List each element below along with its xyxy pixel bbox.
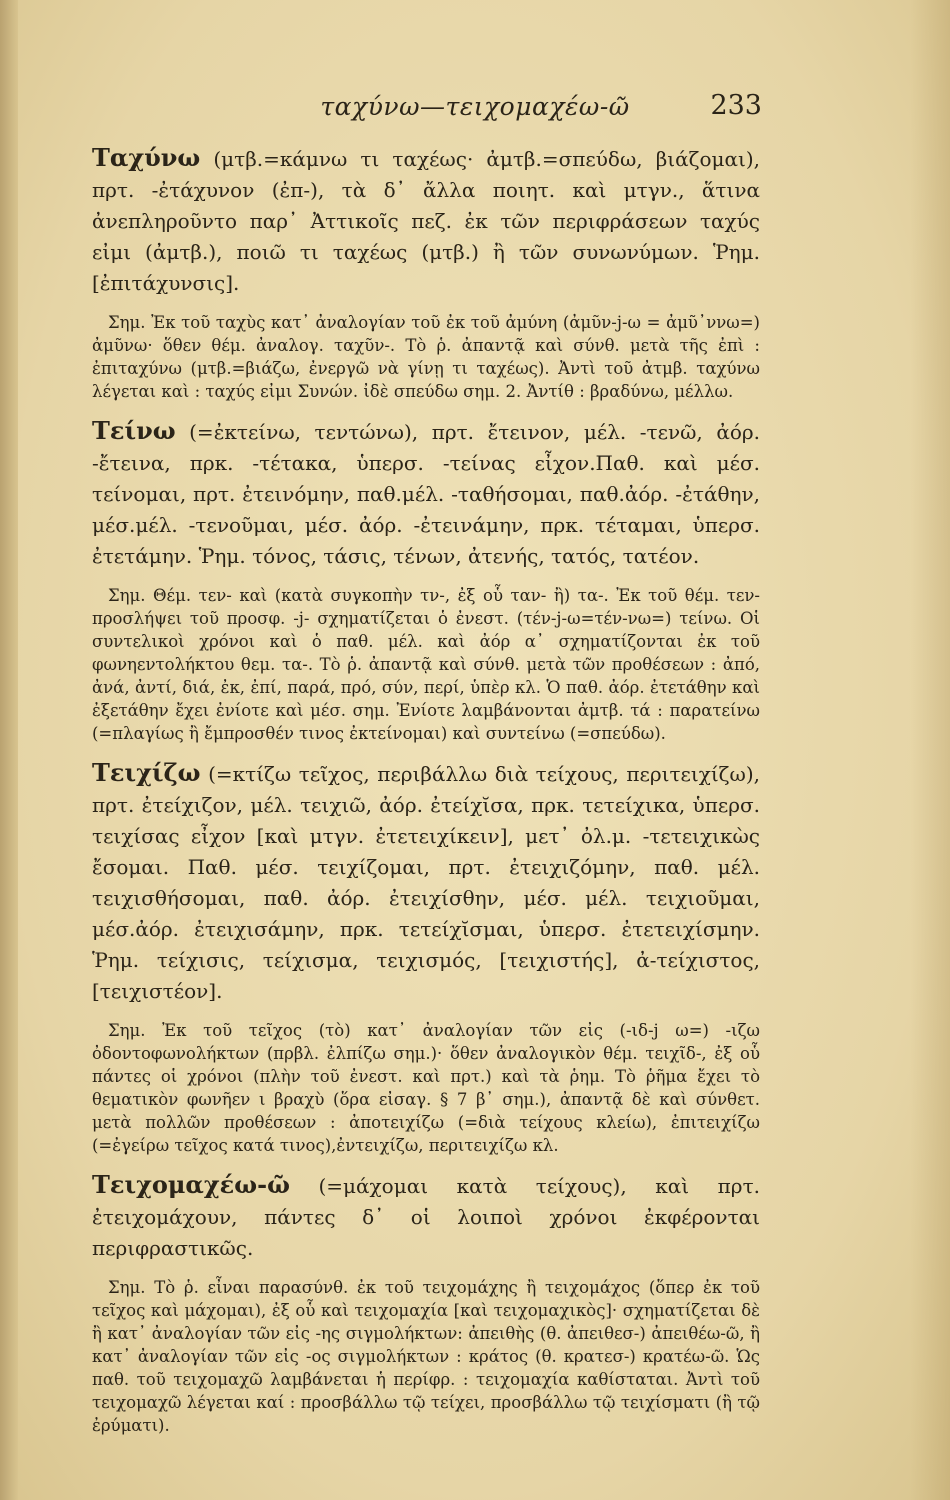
page-binding-edge: [0, 0, 18, 1500]
dictionary-entry: [92, 142, 760, 299]
entry-text: (μτβ.=κάμνω τι ταχέως· ἀμτβ.=σπεύδω, βιάζομαι), πρτ. -ἐτάχυνον (ἐπ-), τὰ δ᾽ ἄλλα ποιητ. καὶ μτγν., ἅτινα ἀνεπληροῦντο παρ᾽ Ἀττικοῖς πεζ. ἐκ τῶν περιφράσεων ταχύς εἰμι (ἀμτβ.), ποιῶ τι ταχέως (μτβ.) ἢ τῶν συνωνύμων. Ῥημ. [ἐπιτάχυνσις].: [92, 147, 760, 295]
page-edge-shading: [910, 0, 950, 1500]
entry-lemma: Τείνω: [92, 416, 176, 445]
entry-text: (=ἐκτείνω, τεντώνω), πρτ. ἔτεινον, μέλ. -τενῶ, ἀόρ. -ἔτεινα, πρκ. -τέτακα, ὑπερσ. -τείνας εἶχον.Παθ. καὶ μέσ. τείνομαι, πρτ. ἐτεινόμην, παθ.μέλ. -ταθήσομαι, παθ.ἀόρ. -ἐτάθην, μέσ.μέλ. -τενοῦμαι, μέσ. ἀόρ. -ἐτεινάμην, πρκ. τέταμαι, ὑπερσ. ἐτετάμην. Ῥημ. τόνος, τάσις, τένων, ἀτενής, τατός, τατέον.: [92, 420, 760, 568]
entry-lemma: Ταχύνω: [92, 143, 201, 172]
dictionary-content: [92, 142, 760, 1449]
entry-text: (=μάχομαι κατὰ τείχους), καὶ πρτ. ἐτειχομάχουν, πάντες δ᾽ οἱ λοιποὶ χρόνοι ἐκφέρονται περιφραστικῶς.: [92, 1174, 760, 1260]
page-number: 233: [710, 90, 762, 121]
entry-note: Σημ. Τὸ ῥ. εἶναι παρασύνθ. ἐκ τοῦ τειχομάχης ἢ τειχομάχος (ὅπερ ἐκ τοῦ τεῖχος καὶ μάχομαι), ἐξ οὗ καὶ τειχομαχία [καὶ τειχομαχικὸς]· σχηματίζεται δὲ ἢ κατ᾽ ἀναλογίαν τῶν εἰς -ης σιγμολήκτων: ἀπειθὴς (θ. ἀπειθεσ-) ἀπειθέω-ῶ, ἢ κατ᾽ ἀναλογίαν τῶν εἰς -ος σιγμολήκτων : κράτος (θ. κρατεσ-) κρατέω-ῶ. Ὡς παθ. τοῦ τειχομαχῶ λαμβάνεται ἡ περίφρ. : τειχομαχία καθίσταται. Ἀντὶ τοῦ τειχομαχῶ λέγεται καί : προσβάλλω τῷ τείχει, προσβάλλω τῷ τειχίσματι (ἢ τῷ ἐρύματι).: [92, 1278, 760, 1435]
entry-note: Σημ. Ἐκ τοῦ τεῖχος (τὸ) κατ᾽ ἀναλογίαν τῶν εἰς (-ιδ-j ω=) -ιζω ὀδοντοφωνολήκτων (πρβλ. ἐλπίζω σημ.)· ὅθεν ἀναλογικὸν θέμ. τειχῖδ-, ἐξ οὗ πάντες οἱ χρόνοι (πλὴν τοῦ ἐνεστ. καὶ πρτ.) καὶ τὰ ῥημ. Τὸ ῥῆμα ἔχει τὸ θεματικὸν φωνῆεν ι βραχὺ (ὅρα εἰσαγ. § 7 β᾽ σημ.), ἀπαντᾷ δὲ καὶ σύνθετ. μετὰ πολλῶν προθέσεων : ἀποτειχίζω (=διὰ τείχους κλείω), ἐπιτειχίζω (=ἐγείρω τεῖχος κατά τινος),ἐντειχίζω, περιτειχίζω κλ.: [92, 1021, 760, 1155]
dictionary-entry: [92, 1169, 760, 1264]
running-head: ταχύνω—τειχομαχέω-ῶ: [320, 92, 630, 121]
entry-lemma: Τειχίζω: [92, 758, 201, 787]
entry-text: (=κτίζω τεῖχος, περιβάλλω διὰ τείχους, περιτειχίζω), πρτ. ἐτείχιζον, μέλ. τειχιῶ, ἀόρ. ἐτείχῐσα, πρκ. τετείχικα, ὑπερσ. τειχίσας εἶχον [καὶ μτγν. ἐτετειχίκειν], μετ᾽ ὀλ.μ. -τετειχικὼς ἔσομαι. Παθ. μέσ. τειχίζομαι, πρτ. ἐτειχιζόμην, παθ. μέλ. τειχισθήσομαι, παθ. ἀόρ. ἐτειχίσθην, μέσ. μέλ. τειχιοῦμαι, μέσ.ἀόρ. ἐτειχισάμην, πρκ. τετείχῐσμαι, ὑπερσ. ἐτετειχίσμην. Ῥημ. τείχισις, τείχισμα, τειχισμός, [τειχιστής], ἀ-τείχιστος, [τειχιστέον].: [92, 762, 760, 1003]
dictionary-entry: [92, 757, 760, 1007]
entry-note: Σημ. Θέμ. τεν- καὶ (κατὰ συγκοπὴν τν-, ἐξ οὗ ταν- ἢ) τα-. Ἐκ τοῦ θέμ. τεν- προσλήψει τοῦ προσφ. -j- σχηματίζεται ὁ ἐνεστ. (τέν-j-ω=τέν-νω=) τείνω. Οἱ συντελικοὶ χρόνοι καὶ ὁ παθ. μέλ. καὶ ἀόρ α᾽ σχηματίζονται ἐκ τοῦ φωνηεντολήκτου θεμ. τα-. Τὸ ῥ. ἀπαντᾷ καὶ σύνθ. μετὰ τῶν προθέσεων : ἀπό, ἀνά, ἀντί, διά, ἐκ, ἐπί, παρά, πρό, σύν, περί, ὑπὲρ κλ. Ὁ παθ. ἀόρ. ἐτετάθην καὶ ἐξετάθην ἔχει ἐνίοτε καὶ μέσ. σημ. Ἐνίοτε λαμβάνονται ἀμτβ. τά : παρατείνω (=πλαγίως ἢ ἔμπροσθέν τινος ἐκτείνομαι) καὶ συντείνω (=σπεύδω).: [92, 586, 760, 743]
dictionary-entry: [92, 415, 760, 572]
entry-note: Σημ. Ἐκ τοῦ ταχὺς κατ᾽ ἀναλογίαν τοῦ ἐκ τοῦ ἀμύνη (ἀμῦν-j-ω = ἀμῦ᾽ννω=) ἀμῦνω· ὅθεν θέμ. ἀναλογ. ταχῦν-. Τὸ ῥ. ἀπαντᾷ καὶ σύνθ. μετὰ τῆς ἐπὶ : ἐπιταχύνω (μτβ.=βιάζω, ἐνεργῶ νὰ γίνῃ τι ταχέως). Ἀντὶ τοῦ ἀτμβ. ταχύνω λέγεται καὶ : ταχύς εἰμι Συνών. ἰδὲ σπεύδω σημ. 2. Ἀντίθ : βραδύνω, μέλλω.: [92, 313, 760, 401]
entry-lemma: Τειχομαχέω-ῶ: [92, 1170, 290, 1199]
page-header: [0, 92, 950, 132]
